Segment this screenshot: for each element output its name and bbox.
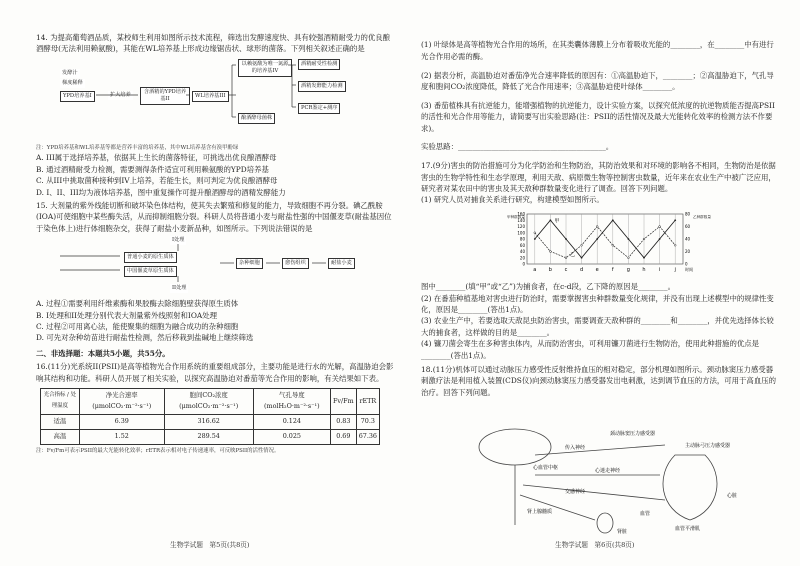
question-17 (421, 160, 779, 361)
diagram-label: 主动脉弓压力感受器 (685, 443, 731, 450)
table-header-row (41, 389, 380, 415)
q16-table (40, 388, 380, 445)
data-point-jia (596, 238, 598, 240)
table-cell: 0.69 (330, 429, 356, 444)
kidney-shape (597, 513, 613, 533)
data-point-jia (628, 238, 630, 240)
data-point-yi (550, 250, 552, 252)
table-cell: 316.62 (164, 414, 253, 429)
table-cell: 0.83 (330, 414, 356, 429)
q14-option-d: D. I、II、III均为液体培养基，图中重复操作可提升酿酒酵母的酒精发酵能力 (36, 187, 286, 197)
q16-note: 注：Fv/Fm可表示PSII的最大光能转化效率；rETR表示相对电子传递速率，可反映PSII的活性情况。 (36, 447, 280, 454)
table-header: 净光合速率(μmolCO₂·m⁻²·s⁻¹) (79, 389, 164, 415)
flow-node: 梯度稀释 (62, 79, 83, 86)
table-header: 气孔导度(molH₂O·m⁻²·s⁻¹) (253, 389, 330, 415)
table-cell: 0.124 (253, 414, 330, 429)
page-footer-left: 生物学试题 第5页(共8页) (170, 541, 250, 549)
section-heading: 二、非选择题：本题共5小题，共55分。 (36, 348, 170, 358)
flow-node: WL培养基III (192, 91, 229, 102)
data-point-yi (596, 225, 598, 227)
flow-node: 以赖氨酸为唯一氮源的培养基IV (238, 59, 292, 77)
y-tick-label: 140 (517, 217, 525, 223)
q16-sub-4: 实验思路：________________________________________。 (421, 142, 614, 152)
y-tick-label: 100 (517, 230, 525, 236)
flow-node: 杂种细胞 (236, 258, 263, 269)
x-tick-label: f (611, 266, 614, 273)
flow-node: 酒精发酵能力检测 (298, 81, 346, 92)
table-cell: 6.39 (79, 414, 164, 429)
q16-sub-2: (2) 据表分析，高温胁迫对番茄净光合速率降低的原因有：①高温胁迫下，________；②高温胁迫下，气孔导度和胞间CO₂浓度降低，降低了光合作用速率；③高温胁迫使叶绿体________。 (421, 70, 774, 91)
flow-node: 发酵汁 (62, 69, 78, 76)
table-row (41, 414, 380, 429)
q17-stem: 17.(9分)害虫的防治措施可分为化学防治和生物防治，其防治效果和对环境的影响各不相同，生物防治是依据害虫的生物学特性和生态学原理，利用天敌、病原微生物等控制害虫数量，近年来在农业生产中被广泛应用，研究者对某农田中的害虫及其天敌种群数量变化进行了调查。回答下列问题。 (421, 161, 776, 194)
flow-arrows (60, 57, 360, 143)
question-15 (36, 200, 394, 344)
q16-stem: 16.(11分)光系统II(PSII)是高等植物光合作用系统的重要组成部分，主要功能是进行水的光解，高温胁迫会影响其结构和功能。科研人员开展了相关实验，以探究高温胁迫对番茄等光合作用的影响，有关结果如下表。 (36, 362, 394, 383)
diagram-label: 血管平滑肌 (675, 526, 701, 533)
data-point-jia (612, 219, 614, 221)
x-tick-label: j (674, 266, 676, 273)
diagram-label: 心脏 (727, 493, 738, 500)
y-tick-label: 60 (519, 242, 525, 248)
flow-node: 酒精耐受性检测 (298, 59, 340, 70)
data-point-yi (565, 257, 567, 259)
table-cell: 289.54 (164, 429, 253, 444)
q15-option-c: C. 过程②可用离心法，能使聚集的细胞为融合成功的杂种细胞 (36, 321, 239, 331)
y2-tick-label: 80 (685, 211, 691, 217)
diagram-label: 心血管中枢 (533, 465, 559, 472)
y2-tick-label: 0 (685, 261, 688, 267)
q15-option-a: A. 过程①需要利用纤维素酶和果胶酶去除细胞壁获得原生质体 (36, 299, 239, 309)
series-line-jia (535, 220, 675, 258)
data-point-yi (581, 244, 583, 246)
predator-prey-chart (505, 208, 711, 278)
q14-flow-diagram (60, 57, 394, 143)
table-cell: 0.025 (253, 429, 330, 444)
data-point-jia (659, 238, 661, 240)
data-point-jia (550, 219, 552, 221)
table-cell: 67.36 (356, 429, 379, 444)
data-point-yi (612, 244, 614, 246)
q15-stem: 15. 大剂量的紫外线能切断和破坏染色体结构，使其失去繁殖和修复的能力，导致细胞不再分裂。碘乙酰胺(IOA)可使细胞中某些酶失活，从而抑制细胞分裂。科研人员将普通小麦与耐盐性强的中国偃麦草(耐盐基因位于染色体上)进行体细胞杂交，获得了耐盐小麦新品种，如图所示。下列说法错误的是 (36, 200, 392, 233)
y-tick-label: 20 (519, 255, 525, 261)
q14-note: 注：YPD培养基和WL培养基等都是营养丰富的培养基，其中WL培养基含有溴甲酚绿 (36, 144, 239, 151)
table-row (41, 429, 380, 444)
x-tick-label: e (595, 266, 599, 273)
table-header: rETR (356, 389, 379, 415)
diagram-label: 血管 (640, 511, 651, 518)
data-point-yi (628, 257, 630, 259)
brain-shape (479, 429, 551, 465)
data-point-jia (565, 238, 567, 240)
diagram-label: 传入神经 (565, 445, 586, 452)
data-point-yi (643, 238, 645, 240)
diagram-label: 心迷走神经 (595, 468, 621, 475)
data-point-jia (674, 219, 676, 221)
flow-node: 扩大培养 (110, 91, 131, 98)
x-tick-label: h (642, 266, 646, 273)
data-point-jia (581, 257, 583, 259)
q17-sub-4: (4) 镰刀菌会寄生在多种害虫体内，从而防治害虫，可利用镰刀菌进行生物防治，使用此种措施的优点是________(答出1点)。 (421, 339, 760, 360)
table-cell: 1.52 (79, 429, 164, 444)
flow-node: II处理 (172, 285, 187, 292)
question-16 (36, 361, 394, 455)
q17-sub-3: (3) 农业生产中，若要选取天敌昆虫防治害虫，需要调查天敌种群的________和________，并优先选择体长较大的捕食者，这样做的目的是________。 (421, 316, 774, 337)
q17-sub-2: (2) 在番茄种植基地对害虫进行防治时，需要掌握害虫种群数量变化规律，并没有出现上述模型中的规律性变化，原因是________(答出1点)。 (421, 293, 774, 315)
series-label-yi: 乙 (570, 251, 576, 258)
diagram-label: 肾脏 (617, 529, 628, 536)
left-column (36, 32, 394, 455)
table-corner: 光合指标 / 处理温度 (41, 389, 80, 415)
y-tick-label: 120 (517, 223, 525, 229)
flow-node: PCR鉴定+测序 (298, 103, 340, 114)
q14-stem: 14. 为提高葡萄酒品质，某校师生利用如图所示技术流程，筛选出发酵速度快、具有较强酒精耐受力的优良酿酒酵母(无法利用赖氨酸)，其能在WL培养基上形成边缘锯齿状、球形的菌落。下列相关叙述正确的是 (36, 33, 391, 54)
flow-node: 含酒精的YPD培养基II (140, 87, 190, 105)
page-footer-right: 生物学试题 第6页(共8页) (555, 541, 635, 549)
table-header: Fv/Fm (330, 389, 356, 415)
y-tick-label: 40 (519, 248, 525, 254)
right-column (421, 32, 779, 564)
q14-option-a: A. III属于选择培养基，依据其上生长的菌落特征，可挑选出优良酿酒酵母 (36, 153, 277, 163)
q14-option-b: B. 通过酒精耐受力检测，需要测得条件适宜可利用赖氨酸的YPD培养基 (36, 164, 269, 174)
x-tick-label: c (564, 266, 568, 273)
q15-flow-diagram (60, 236, 394, 296)
q16-sub-1: (1) 叶绿体是高等植物光合作用的场所，在其类囊体薄膜上分布着吸收光能的________，在________中有进行光合作用必需的酶。 (421, 40, 774, 61)
heart-shape (663, 455, 717, 520)
q16-sub-3: (3) 番茄植株具有抗逆能力，能增强植物的抗逆能力，设计实验方案，以探究低浓度的抗逆物质能否提高PSII的活性和光合作用等能力，请简要写出实验思路(注：PSII的活性情况及最大光能转化效率的检测方法不作要求)。 (421, 100, 775, 133)
diagram-label: 肾上腺髓质 (527, 509, 553, 516)
flow-node: 耐盐小麦 (328, 258, 355, 269)
question-14 (36, 32, 394, 198)
flow-node: 酿酒酵母菌株 (238, 113, 275, 124)
table-cell: 70.3 (356, 414, 379, 429)
q15-option-d: D. 可先对杂种幼苗进行耐盐性检测，然后移栽到盐碱地上继续筛选 (36, 333, 254, 343)
series-label-jia: 甲 (554, 218, 560, 225)
diagram-label: 颈动脉窦压力感受器 (610, 431, 656, 438)
y-tick-label: 0 (522, 261, 525, 267)
q17-sub-1: (1) 研究人员对捕食关系进行研究，构建模型如图所示。 (421, 195, 604, 205)
flow-node: YPD培养基I (60, 91, 95, 102)
data-point-yi (659, 225, 661, 227)
q18-stem: 18.(11分)机体可以通过动脉压力感受性反射维持血压的相对稳定，部分机理如图所示。颈动脉窦压力感受器刺激疗法是利用植入装置(CDS仪)向颈动脉窦压力感受器发出电刺激，达到调节血压的方法，可用于高血压的治疗。回答下列问题。 (421, 365, 776, 397)
y2-tick-label: 20 (685, 248, 691, 254)
x-axis-label: 时间 (685, 266, 693, 272)
y-tick-label: 160 (517, 211, 525, 217)
data-point-yi (674, 244, 676, 246)
data-point-jia (534, 238, 536, 240)
table-cell: 高温 (41, 429, 80, 444)
y-tick-label: 80 (519, 236, 525, 242)
question-18 (421, 364, 779, 564)
y-axis-label: 甲种群数量 (507, 214, 525, 219)
series-line-yi (535, 226, 675, 257)
data-point-yi (534, 232, 536, 234)
table-cell: 适温 (41, 414, 80, 429)
q17-sub-1b: 图中________(填“甲”或“乙”)为捕食者，在c-d段，乙下降的原因是________。 (421, 282, 675, 292)
flow-node: 愈伤组织 (282, 258, 309, 269)
flow-arrows (60, 236, 360, 296)
q15-option-b: B. I处理和II处理分别代表大剂量紫外线照射和IOA处理 (36, 310, 218, 320)
data-point-jia (643, 257, 645, 259)
x-tick-label: a (533, 266, 537, 273)
y2-tick-label: 60 (685, 223, 691, 229)
q14-option-c: C. 从III中挑取菌种接种到IV上培养，若能生长，则可判定为优良酿酒酵母 (36, 176, 278, 186)
diagram-label: 交感神经 (565, 489, 586, 496)
flow-node: I处理 (172, 237, 185, 244)
x-tick-label: g (626, 266, 630, 273)
x-tick-label: b (548, 266, 552, 273)
flow-node: 普通小麦的原生质体 (124, 252, 177, 263)
x-tick-label: d (580, 266, 584, 273)
y2-tick-label: 40 (685, 236, 691, 242)
table-header: 胞间CO₂浓度(μmolCO₂·m⁻²·s⁻¹) (164, 389, 253, 415)
y2-axis-label: 乙种群数量 (693, 214, 711, 219)
x-tick-label: i (658, 266, 661, 273)
flow-node: 中国偃麦草原生质体 (124, 266, 177, 277)
baroreflex-diagram (445, 400, 775, 560)
